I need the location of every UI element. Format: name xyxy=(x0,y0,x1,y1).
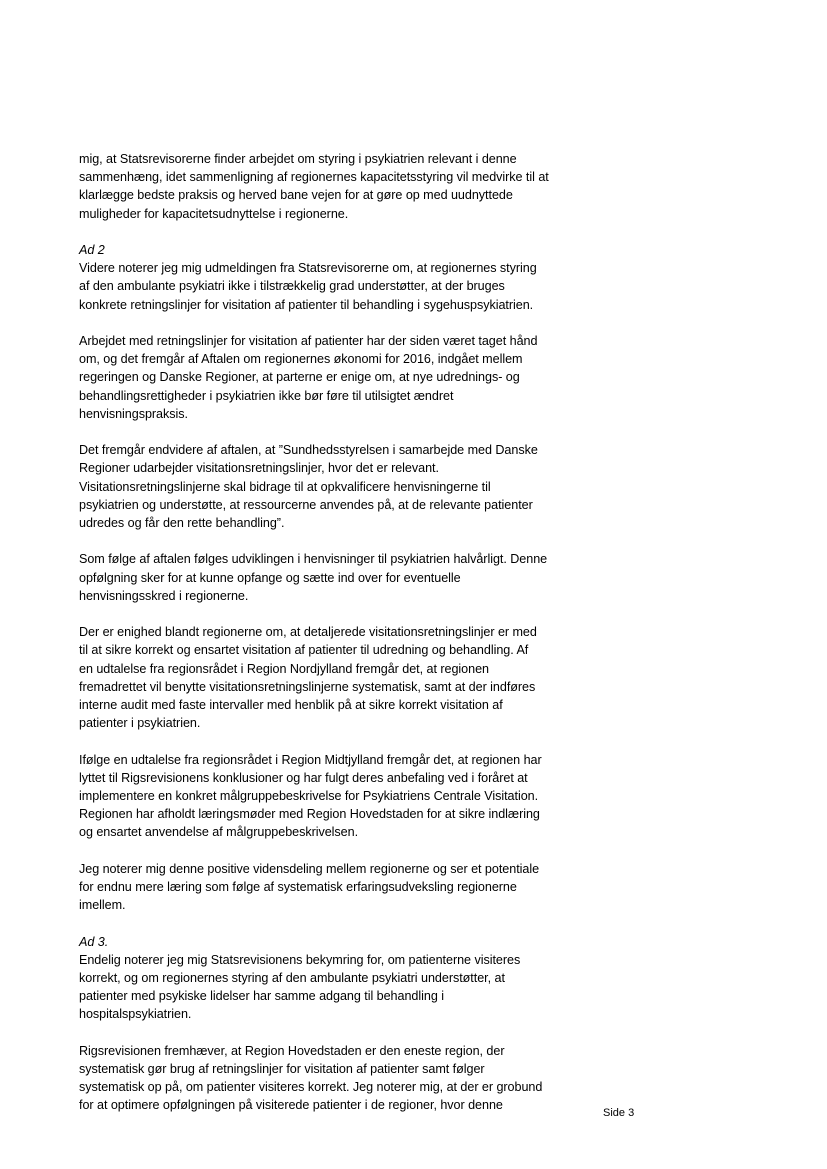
paragraph xyxy=(79,623,579,732)
text-line: patienter i psykiatrien. xyxy=(79,716,201,731)
text-line: udredes og får den rette behandling”. xyxy=(79,516,285,531)
text-line: regeringen og Danske Regioner, at parterne er enige om, at nye udrednings- og xyxy=(79,370,520,385)
text-line: behandlingsrettigheder i psykiatrien ikke bør føre til utilsigtet ændret xyxy=(79,388,454,403)
paragraph xyxy=(79,550,579,605)
section-heading: Ad 2 xyxy=(79,243,105,257)
paragraph xyxy=(79,150,579,223)
paragraph xyxy=(79,332,579,423)
text-line: Det fremgår endvidere af aftalen, at ”Sundhedsstyrelsen i samarbejde med Danske xyxy=(79,443,538,458)
text-line: Endelig noterer jeg mig Statsrevisionens bekymring for, om patienterne visiteres xyxy=(79,952,521,967)
text-line: Rigsrevisionen fremhæver, at Region Hovedstaden er den eneste region, der xyxy=(79,1043,505,1058)
text-line: Jeg noterer mig denne positive vidensdeling mellem regionerne og ser et potentiale xyxy=(79,861,540,876)
text-line: til at sikre korrekt og ensartet visitation af patienter til udredning og behandling. Af xyxy=(79,643,529,658)
text-line: konkrete retningslinjer for visitation af patienter til behandling i sygehuspsykiatrien. xyxy=(79,297,534,312)
text-line: opfølgning sker for at kunne opfange og sætte ind over for eventuelle xyxy=(79,570,461,585)
text-line: hospitalspsykiatrien. xyxy=(79,1007,192,1022)
text-line: psykiatrien og understøtte, at ressourcerne anvendes på, at de relevante patienter xyxy=(79,497,533,512)
text-line: henvisningspraksis. xyxy=(79,406,188,421)
text-line: Der er enighed blandt regionerne om, at detaljerede visitationsretningslinjer er med xyxy=(79,625,537,640)
section-heading: Ad 3. xyxy=(79,934,109,949)
text-line: mig, at Statsrevisorerne finder arbejdet om styring i psykiatrien relevant i denne xyxy=(79,152,517,166)
text-line: om, og det fremgår af Aftalen om regionernes økonomi for 2016, indgået mellem xyxy=(79,352,523,367)
text-line: klarlægge bedste praksis og herved bane vejen for at gøre op med uudnyttede xyxy=(79,188,513,203)
text-line: imellem. xyxy=(79,898,126,913)
paragraph xyxy=(79,441,579,532)
text-line: Videre noterer jeg mig udmeldingen fra Statsrevisorerne om, at regionernes styring xyxy=(79,261,537,276)
text-line: muligheder for kapacitetsudnyttelse i regionerne. xyxy=(79,206,349,221)
paragraph xyxy=(79,751,579,842)
text-line: sammenhæng, idet sammenligning af regionernes kapacitetsstyring vil medvirke til at xyxy=(79,170,549,185)
paragraph xyxy=(79,860,579,915)
paragraph xyxy=(79,1042,579,1115)
text-line: implementere en konkret målgruppebeskrivelse for Psykiatriens Centrale Visitation. xyxy=(79,789,539,804)
text-line: og ensartet anvendelse af målgruppebeskrivelsen. xyxy=(79,825,359,840)
text-line: systematisk gør brug af retningslinjer for visitation af patienter samt følger xyxy=(79,1062,485,1077)
text-line: Visitationsretningslinjerne skal bidrage til at opkvalificere henvisningerne til xyxy=(79,479,491,494)
text-line: fremadrettet vil benytte visitationsretningslinjerne systematisk, samt at der indføres xyxy=(79,679,536,694)
text-line: systematisk op på, om patienter visiteres korrekt. Jeg noterer mig, at der er grobund xyxy=(79,1080,543,1095)
text-line: for endnu mere læring som følge af systematisk erfaringsudveksling regionerne xyxy=(79,880,517,895)
paragraph xyxy=(79,933,579,1024)
text-line: Arbejdet med retningslinjer for visitation af patienter har der siden været taget hånd xyxy=(79,334,538,348)
page-number: Side 3 xyxy=(603,1107,635,1119)
text-line: lyttet til Rigsrevisionens konklusioner og har fulgt deres anbefaling ved i foråret at xyxy=(79,770,528,785)
text-line: Regioner udarbejder visitationsretningslinjer, hvor det er relevant. xyxy=(79,461,439,476)
text-line: Ifølge en udtalelse fra regionsrådet i Region Midtjylland fremgår det, at regionen har xyxy=(79,752,542,767)
text-line: henvisningsskred i regionerne. xyxy=(79,588,249,603)
text-line: Som følge af aftalen følges udviklingen i henvisninger til psykiatrien halvårligt. Denne xyxy=(79,552,548,567)
text-line: Regionen har afholdt læringsmøder med Region Hovedstaden for at sikre indlæring xyxy=(79,807,540,822)
text-line: korrekt, og om regionernes styring af den ambulante psykiatri understøtter, at xyxy=(79,971,505,986)
text-line: for at optimere opfølgningen på visiterede patienter i de regioner, hvor denne xyxy=(79,1098,503,1113)
paragraph xyxy=(79,241,579,314)
text-line: patienter med psykiske lidelser har samme adgang til behandling i xyxy=(79,989,444,1004)
document-body xyxy=(79,150,579,1133)
text-line: af den ambulante psykiatri ikke i tilstrækkelig grad understøtter, at der bruges xyxy=(79,279,505,294)
text-line: interne audit med faste intervaller med henblik på at sikre korrekt visitation af xyxy=(79,698,503,713)
text-line: en udtalelse fra regionsrådet i Region Nordjylland fremgår det, at regionen xyxy=(79,661,489,676)
